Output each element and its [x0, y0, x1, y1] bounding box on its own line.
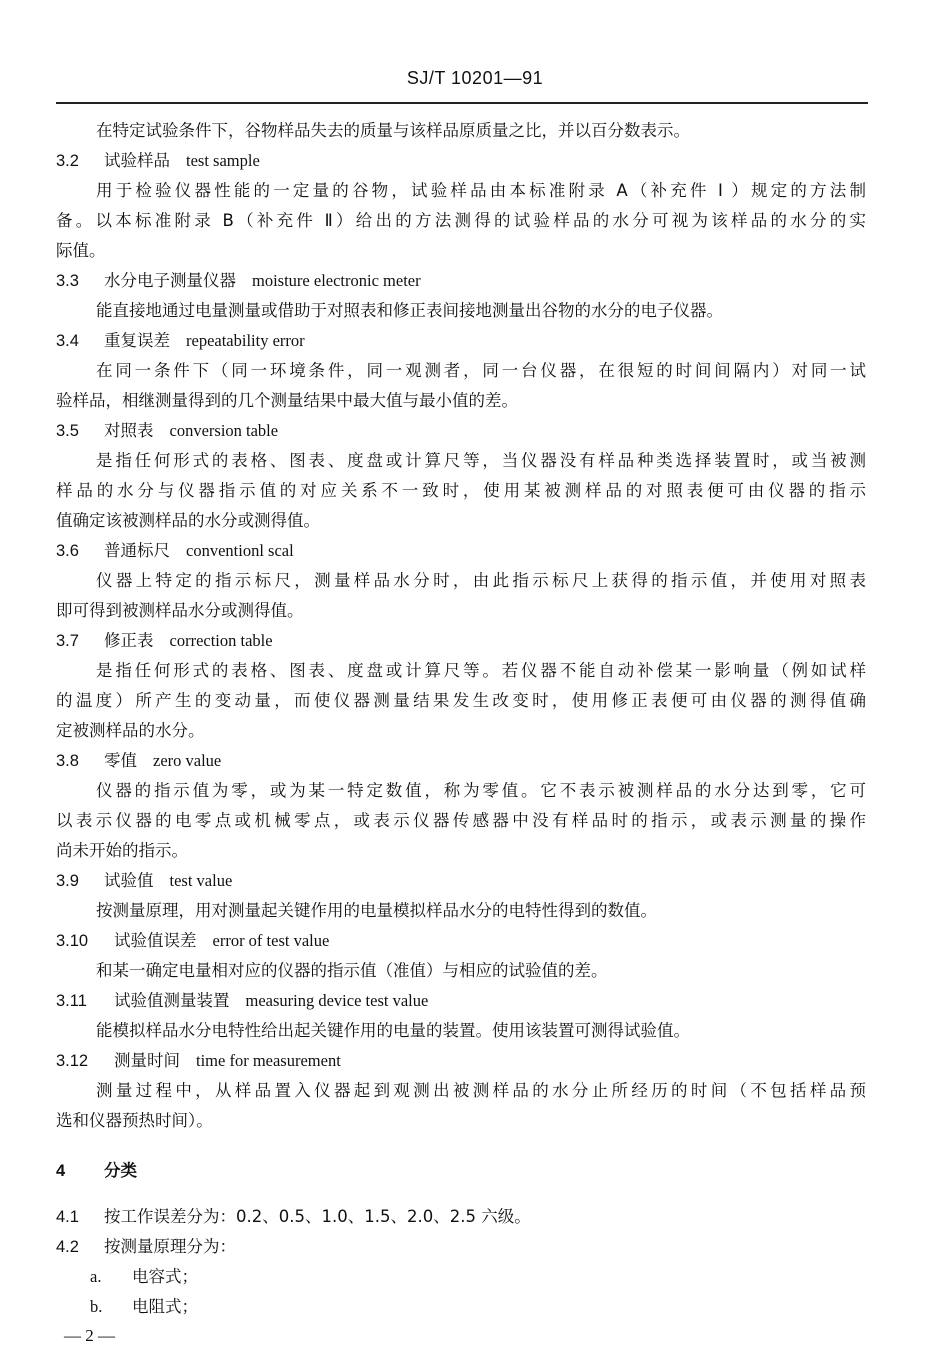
paragraph-line: 能直接地通过电量测量或借助于对照表和修正表间接地测量出谷物的水分的电子仪器。 [96, 301, 723, 320]
paragraph-line: 测量过程中，从样品置入仪器起到观测出被测样品的水分止所经历的时间（不包括样品预 [96, 1081, 866, 1100]
paragraph-line: 备。以本标准附录 B（补充件 Ⅱ）给出的方法测得的试验样品的水分可视为该样品的水分的实 [56, 211, 866, 230]
list-item-b [56, 1292, 866, 1322]
term-number: 3.11 [56, 992, 87, 1010]
term-en: error of test value [212, 931, 330, 950]
term-zh: 试验值测量装置 [114, 991, 230, 1010]
term-zh: 测量时间 [114, 1051, 180, 1070]
list-letter: a. [90, 1267, 102, 1286]
paragraph-line: 仪器上特定的指示标尺，测量样品水分时，由此指示标尺上获得的指示值，并使用对照表 [96, 571, 866, 590]
paragraph-line: 用于检验仪器性能的一定量的谷物，试验样品由本标准附录 A（补充件 I ）规定的方法制 [96, 181, 866, 200]
term-zh: 试验样品 [104, 151, 170, 170]
term-en: test sample [186, 151, 260, 170]
paragraph-line: 在同一条件下（同一环境条件，同一观测者，同一台仪器，在很短的时间间隔内）对同一试 [96, 361, 866, 380]
paragraph-line: 和某一确定电量相对应的仪器的指示值（准值）与相应的试验值的差。 [96, 961, 608, 980]
term-en: repeatability error [186, 331, 305, 350]
term-3-9 [56, 866, 866, 896]
list-item-a [56, 1262, 866, 1292]
term-en: conversion table [169, 421, 279, 440]
term-number: 3.3 [56, 272, 79, 290]
term-en: moisture electronic meter [252, 271, 421, 290]
term-number: 3.10 [56, 932, 89, 950]
section-number: 4 [56, 1162, 66, 1180]
paragraph-line: 仪器的指示值为零，或为某一特定数值，称为零值。它不表示被测样品的水分达到零，它可 [96, 781, 866, 800]
clause-number: 4.1 [56, 1208, 79, 1226]
term-3-2 [56, 146, 866, 176]
paragraph-line: 是指任何形式的表格、图表、度盘或计算尺等。若仪器不能自动补偿某一影响量（例如试样 [96, 661, 866, 680]
term-zh: 零值 [104, 751, 137, 770]
term-en: zero value [153, 751, 222, 770]
term-3-7 [56, 626, 866, 656]
term-number: 3.4 [56, 332, 79, 350]
term-3-8 [56, 746, 866, 776]
term-3-12 [56, 1046, 866, 1076]
term-number: 3.6 [56, 542, 79, 560]
paragraph-line: 尚未开始的指示。 [56, 841, 188, 860]
paragraph-line: 以表示仪器的电零点或机械零点，或表示仪器传感器中没有样品时的指示，或表示测量的操作 [56, 811, 866, 830]
term-en: correction table [169, 631, 273, 650]
term-zh: 试验值误差 [114, 931, 197, 950]
paragraph-line: 的温度）所产生的变动量，而使仪器测量结果发生改变时，使用修正表便可由仪器的测得值确 [56, 691, 866, 710]
paragraph-line: 值确定该被测样品的水分或测得值。 [56, 511, 320, 530]
term-en: conventionl scal [186, 541, 294, 560]
paragraph-line: 际值。 [56, 241, 106, 260]
term-zh: 水分电子测量仪器 [104, 271, 236, 290]
term-3-3 [56, 266, 866, 296]
term-zh: 重复误差 [104, 331, 170, 350]
paragraph-line: 是指任何形式的表格、图表、度盘或计算尺等，当仪器没有样品种类选择装置时，或当被测 [96, 451, 866, 470]
list-text: 电阻式； [132, 1297, 198, 1316]
clause-text: 按工作误差分为：0.2、0.5、1.0、1.5、2.0、2.5 六级。 [104, 1207, 531, 1226]
term-zh: 试验值 [104, 871, 154, 890]
term-zh: 修正表 [104, 631, 154, 650]
header-rule [56, 102, 868, 104]
paragraph-line: 验样品，相继测量得到的几个测量结果中最大值与最小值的差。 [56, 391, 518, 410]
clause-4-2 [56, 1232, 866, 1262]
term-3-4 [56, 326, 866, 356]
term-zh: 对照表 [104, 421, 154, 440]
term-number: 3.9 [56, 872, 79, 890]
term-3-5 [56, 416, 866, 446]
paragraph-line: 样品的水分与仪器指示值的对应关系不一致时，使用某被测样品的对照表便可由仪器的指示 [56, 481, 866, 500]
paragraph-line: 能模拟样品水分电特性给出起关键作用的电量的装置。使用该装置可测得试验值。 [96, 1021, 690, 1040]
paragraph-line: 在特定试验条件下，谷物样品失去的质量与该样品原质量之比，并以百分数表示。 [96, 121, 690, 140]
clause-number: 4.2 [56, 1238, 79, 1256]
clause-4-1 [56, 1202, 866, 1232]
page-header-code: SJ/T 10201—91 [406, 68, 544, 88]
list-text: 电容式； [132, 1267, 198, 1286]
term-number: 3.2 [56, 152, 79, 170]
term-number: 3.12 [56, 1052, 89, 1070]
paragraph-line: 选和仪器预热时间）。 [56, 1111, 213, 1130]
page-number: — 2 — [64, 1326, 115, 1345]
term-3-11 [56, 986, 866, 1016]
term-number: 3.8 [56, 752, 79, 770]
term-3-6 [56, 536, 866, 566]
clause-text: 按测量原理分为： [104, 1237, 236, 1256]
document-body [56, 116, 866, 1322]
paragraph-line: 按测量原理，用对测量起关键作用的电量模拟样品水分的电特性得到的数值。 [96, 901, 657, 920]
paragraph-line: 定被测样品的水分。 [56, 721, 205, 740]
term-number: 3.5 [56, 422, 79, 440]
term-number: 3.7 [56, 632, 79, 650]
section-4-heading [56, 1156, 866, 1186]
term-en: test value [169, 871, 233, 890]
paragraph-line: 即可得到被测样品水分或测得值。 [56, 601, 304, 620]
term-zh: 普通标尺 [104, 541, 170, 560]
term-3-10 [56, 926, 866, 956]
term-en: measuring device test value [245, 991, 429, 1010]
term-en: time for measurement [196, 1051, 341, 1070]
list-letter: b. [90, 1297, 103, 1316]
section-title: 分类 [104, 1161, 137, 1180]
